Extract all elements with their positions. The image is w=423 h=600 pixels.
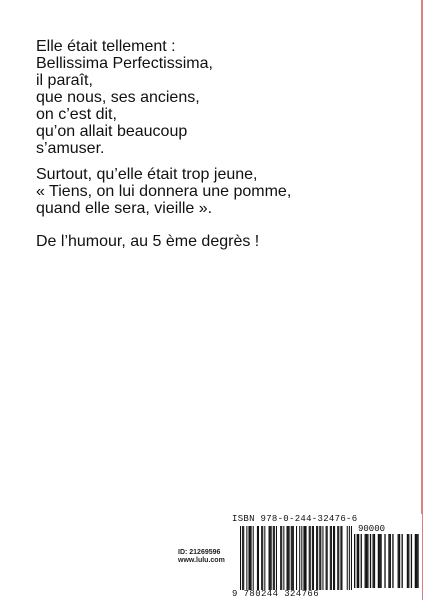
addon-bar xyxy=(367,534,368,588)
addon-bar xyxy=(380,534,381,588)
barcode-bar xyxy=(351,526,352,590)
barcode-bar xyxy=(281,526,282,590)
barcode-bar xyxy=(283,526,284,590)
barcode-bar xyxy=(310,526,311,590)
price-code-label: 90000 xyxy=(358,524,386,534)
addon-bar xyxy=(372,534,373,588)
barcode-bar xyxy=(319,526,320,590)
barcode-bar xyxy=(273,526,274,590)
poem-line: que nous, ses anciens, xyxy=(36,89,200,106)
barcode-bar xyxy=(322,526,323,590)
poem-line: qu’on allait beaucoup xyxy=(36,123,188,140)
addon-bar xyxy=(374,534,375,588)
barcode-bar xyxy=(313,526,314,590)
isbn-label: ISBN 978-0-244-32476-6 xyxy=(232,514,358,524)
barcode-bar xyxy=(306,526,307,590)
barcode-bar xyxy=(309,526,310,590)
barcode-bar xyxy=(341,526,342,590)
barcode-bar xyxy=(261,526,262,590)
barcode-bar xyxy=(274,526,275,590)
lulu-id-block xyxy=(178,549,238,565)
barcode-bar xyxy=(276,526,277,590)
barcode-bar xyxy=(257,526,258,590)
addon-bar xyxy=(357,534,358,588)
barcode-bar xyxy=(299,526,300,590)
addon-bar xyxy=(408,534,409,588)
addon-bar xyxy=(411,534,412,588)
barcode-bar xyxy=(253,526,254,590)
barcode-bar xyxy=(243,526,244,590)
barcode-bar xyxy=(248,526,249,590)
barcode-bar xyxy=(296,526,297,590)
poem-line: « Tiens, on lui donnera une pomme, xyxy=(36,183,292,200)
barcode-bar xyxy=(316,526,317,590)
addon-bar xyxy=(378,534,379,588)
lulu-id: ID: 21269596 xyxy=(178,549,221,556)
addon-bar xyxy=(361,534,362,588)
barcode-bar xyxy=(327,526,328,590)
barcode-bar xyxy=(304,526,305,590)
poem-line: s’amuser. xyxy=(36,140,105,157)
barcode-bar xyxy=(250,526,251,590)
addon-bar xyxy=(379,534,380,588)
barcode-bar xyxy=(270,526,271,590)
isbn-barcode xyxy=(232,514,422,600)
addon-bar xyxy=(354,534,355,588)
barcode-bar xyxy=(338,526,339,590)
barcode-bar xyxy=(349,526,350,590)
barcode-bar xyxy=(317,526,318,590)
barcode-bar xyxy=(331,526,332,590)
addon-bar xyxy=(388,534,389,588)
addon-bar xyxy=(407,534,408,588)
addon-bar xyxy=(370,534,371,588)
barcode-bar xyxy=(246,526,247,590)
barcode-bar xyxy=(280,526,281,590)
barcode-bar xyxy=(289,526,290,590)
barcode-bar xyxy=(291,526,292,590)
poem-line: on c’est dit, xyxy=(36,106,117,123)
addon-bar xyxy=(365,534,366,588)
barcode-bar xyxy=(269,526,270,590)
addon-bar xyxy=(399,534,400,588)
barcode-bar xyxy=(288,526,289,590)
ean13-bars xyxy=(240,526,352,590)
barcode-bar xyxy=(340,526,341,590)
poem-line: quand elle sera, vieille ». xyxy=(36,200,213,217)
barcode-bar xyxy=(312,526,313,590)
addon-bar xyxy=(415,534,416,588)
barcode-bar xyxy=(330,526,331,590)
barcode-bar xyxy=(271,526,272,590)
poem-paragraph-3 xyxy=(36,233,396,250)
barcode-bar xyxy=(326,526,327,590)
addon-bar xyxy=(402,534,403,588)
poem-line: Elle était tellement : xyxy=(36,38,176,55)
barcode-bar xyxy=(251,526,252,590)
barcode-bar xyxy=(293,526,294,590)
barcode-bar xyxy=(240,526,241,590)
barcode-bar xyxy=(334,526,335,590)
poem-line: De l’humour, au 5 ème degrès ! xyxy=(36,233,260,250)
barcode-bar xyxy=(337,526,338,590)
addon-bar xyxy=(416,534,417,588)
poem-line: il paraît, xyxy=(36,72,93,89)
poem-line: Surtout, qu’elle était trop jeune, xyxy=(36,166,258,183)
addon-bar xyxy=(358,534,359,588)
barcode-bar xyxy=(347,526,348,590)
addon-bar xyxy=(390,534,391,588)
addon-bars xyxy=(354,534,420,588)
barcode-bar xyxy=(286,526,287,590)
barcode-bar xyxy=(262,526,263,590)
addon-bar xyxy=(366,534,367,588)
barcode-bar xyxy=(301,526,302,590)
barcode-digits: 9 780244 324766 xyxy=(232,589,320,599)
barcode-bar xyxy=(264,526,265,590)
barcode-bar xyxy=(320,526,321,590)
barcode-bar xyxy=(333,526,334,590)
barcode-bar xyxy=(303,526,304,590)
poem-paragraph-1 xyxy=(36,38,396,157)
poem-line: Bellissima Perfectissima, xyxy=(36,55,213,72)
barcode-bar xyxy=(242,526,243,590)
lulu-site: www.lulu.com xyxy=(178,557,225,564)
poem-paragraph-2 xyxy=(36,166,396,217)
addon-bar xyxy=(417,534,418,588)
barcode-bar xyxy=(292,526,293,590)
addon-bar xyxy=(392,534,393,588)
barcode-bar xyxy=(258,526,259,590)
addon-bar xyxy=(398,534,399,588)
addon-bar xyxy=(384,534,385,588)
